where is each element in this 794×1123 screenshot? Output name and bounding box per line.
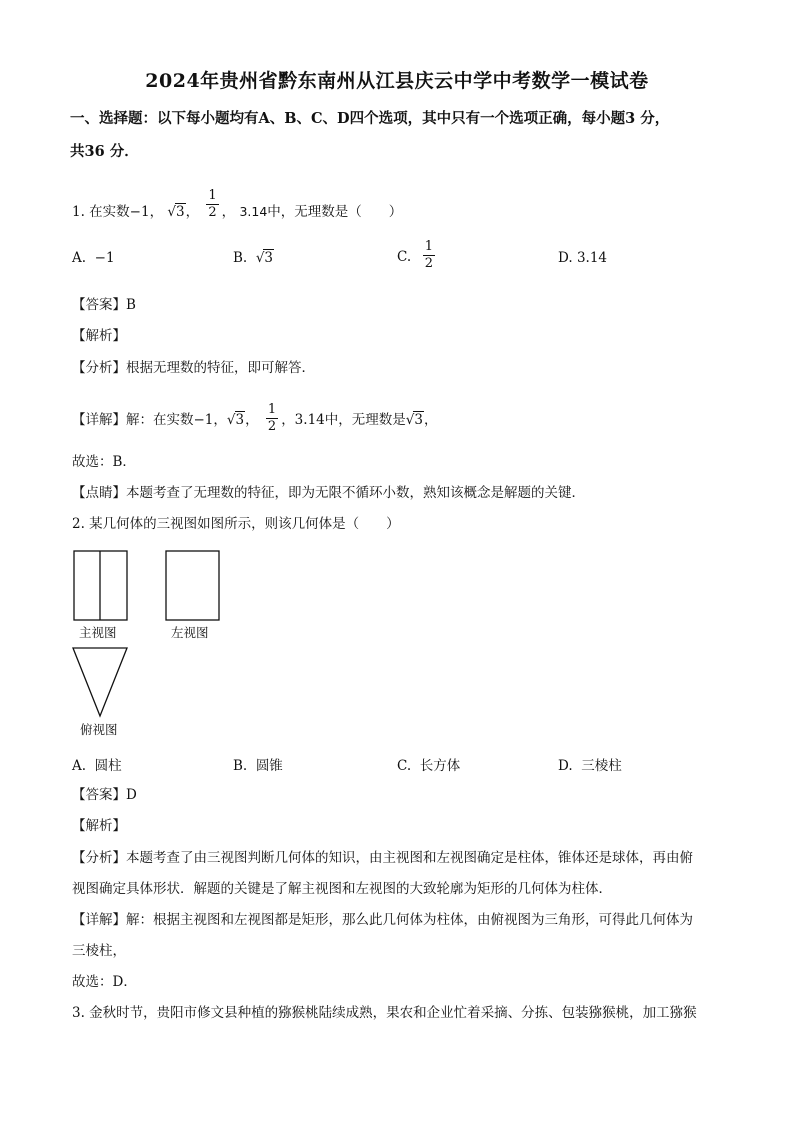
numerator: 1 [424,239,434,254]
sqrt-3: √3 [405,412,423,428]
sqrt-3: √3 [255,250,274,266]
q2-option-d [558,754,622,774]
q2-option-a [72,754,122,774]
q2-analysis-head: 【解析】 [72,818,126,834]
radicand: 3 [235,412,245,428]
front-view-label: 主视图 [79,625,117,640]
page-title: 2024年贵州省黔东南州从江县庆云中学中考数学一模试卷 [145,70,649,92]
sqrt-3: √3 [226,412,245,428]
q2-fenxi-line2: 视图确定具体形状．解题的关键是了解主视图和左视图的大致轮廓为矩形的几何体为柱体． [72,881,612,897]
comma: ， [149,204,164,220]
denominator: 2 [267,419,277,434]
option-key: D. [558,758,573,774]
section-heading-line1: 一、选择题：以下每小题均有A、B、C、D四个选项，其中只有一个选项正确，每小题3 分， [70,110,670,127]
top-view-label: 俯视图 [80,722,118,737]
text: ，3.14中，无理数是 [281,412,406,428]
text: ， [245,412,259,428]
question-3-stem: 3. 金秋时节，贵阳市修文县种植的猕猴桃陆续成熟，果农和企业忙着采摘、分拣、包装猕猴桃，加工猕猴 [72,1005,697,1021]
q1-analysis-head: 【解析】 [72,328,126,344]
text: 【详解】解：在实数−1， [72,412,227,428]
option-key: D. [558,250,573,266]
q1-fenxi: 【分析】根据无理数的特征，即可解答． [72,360,315,376]
q1-choose: 故选：B． [72,454,136,470]
radicand: 3 [175,204,185,220]
option-text: 三棱柱 [581,758,622,774]
q1-answer: 【答案】B [72,297,136,313]
comma: ， [185,204,200,220]
option-text: 长方体 [419,758,461,774]
radicand: 3 [264,250,274,266]
option-text: −1 [94,250,115,266]
q1-prefix: 1. 在实数 [72,204,130,220]
option-text: 3.14 [576,250,607,266]
q1-3-14: 3.14 [239,204,268,219]
q2-xiangjie-line2: 三棱柱， [72,943,126,959]
top-view-triangle [73,648,127,716]
sqrt-3: √3 [167,204,185,220]
left-view-label: 左视图 [171,625,209,640]
option-key: B. [233,758,248,774]
option-text: 圆锥 [255,758,283,774]
option-key: C. [397,758,412,774]
q2-option-c [397,754,460,774]
q1-neg-one: −1 [129,204,150,220]
q2-answer: 【答案】D [72,787,137,803]
option-key: A. [72,250,87,266]
comma: ， [221,204,236,220]
numerator: 1 [267,402,277,417]
denominator: 2 [208,205,217,220]
option-text: 圆柱 [94,758,122,774]
option-key: A. [72,758,87,774]
radicand: 3 [414,412,423,428]
question-2-stem: 2. 某几何体的三视图如图所示，则该几何体是（ ） [72,516,400,532]
q2-option-b [233,754,283,774]
denominator: 2 [424,256,434,271]
q2-xiangjie-line1: 【详解】解：根据主视图和左视图都是矩形，那么此几何体为柱体，由俯视图为三角形，可得此几何体为 [72,912,693,928]
section-heading-line2: 共36 分． [70,143,139,160]
option-key: C. [397,249,412,265]
q2-fenxi-line1: 【分析】本题考查了由三视图判断几何体的知识，由主视图和左视图确定是柱体，锥体还是球体，再由俯 [72,850,693,866]
q2-choose: 故选：D． [72,974,137,990]
text: ， [423,412,438,428]
left-view-rect [166,551,219,620]
q1-suffix: 中，无理数是（ ） [267,204,403,220]
option-key: B. [233,250,248,266]
numerator: 1 [208,188,217,203]
q1-dianjing: 【点睛】本题考查了无理数的特征，即为无限不循环小数，熟知该概念是解题的关键． [72,485,585,501]
